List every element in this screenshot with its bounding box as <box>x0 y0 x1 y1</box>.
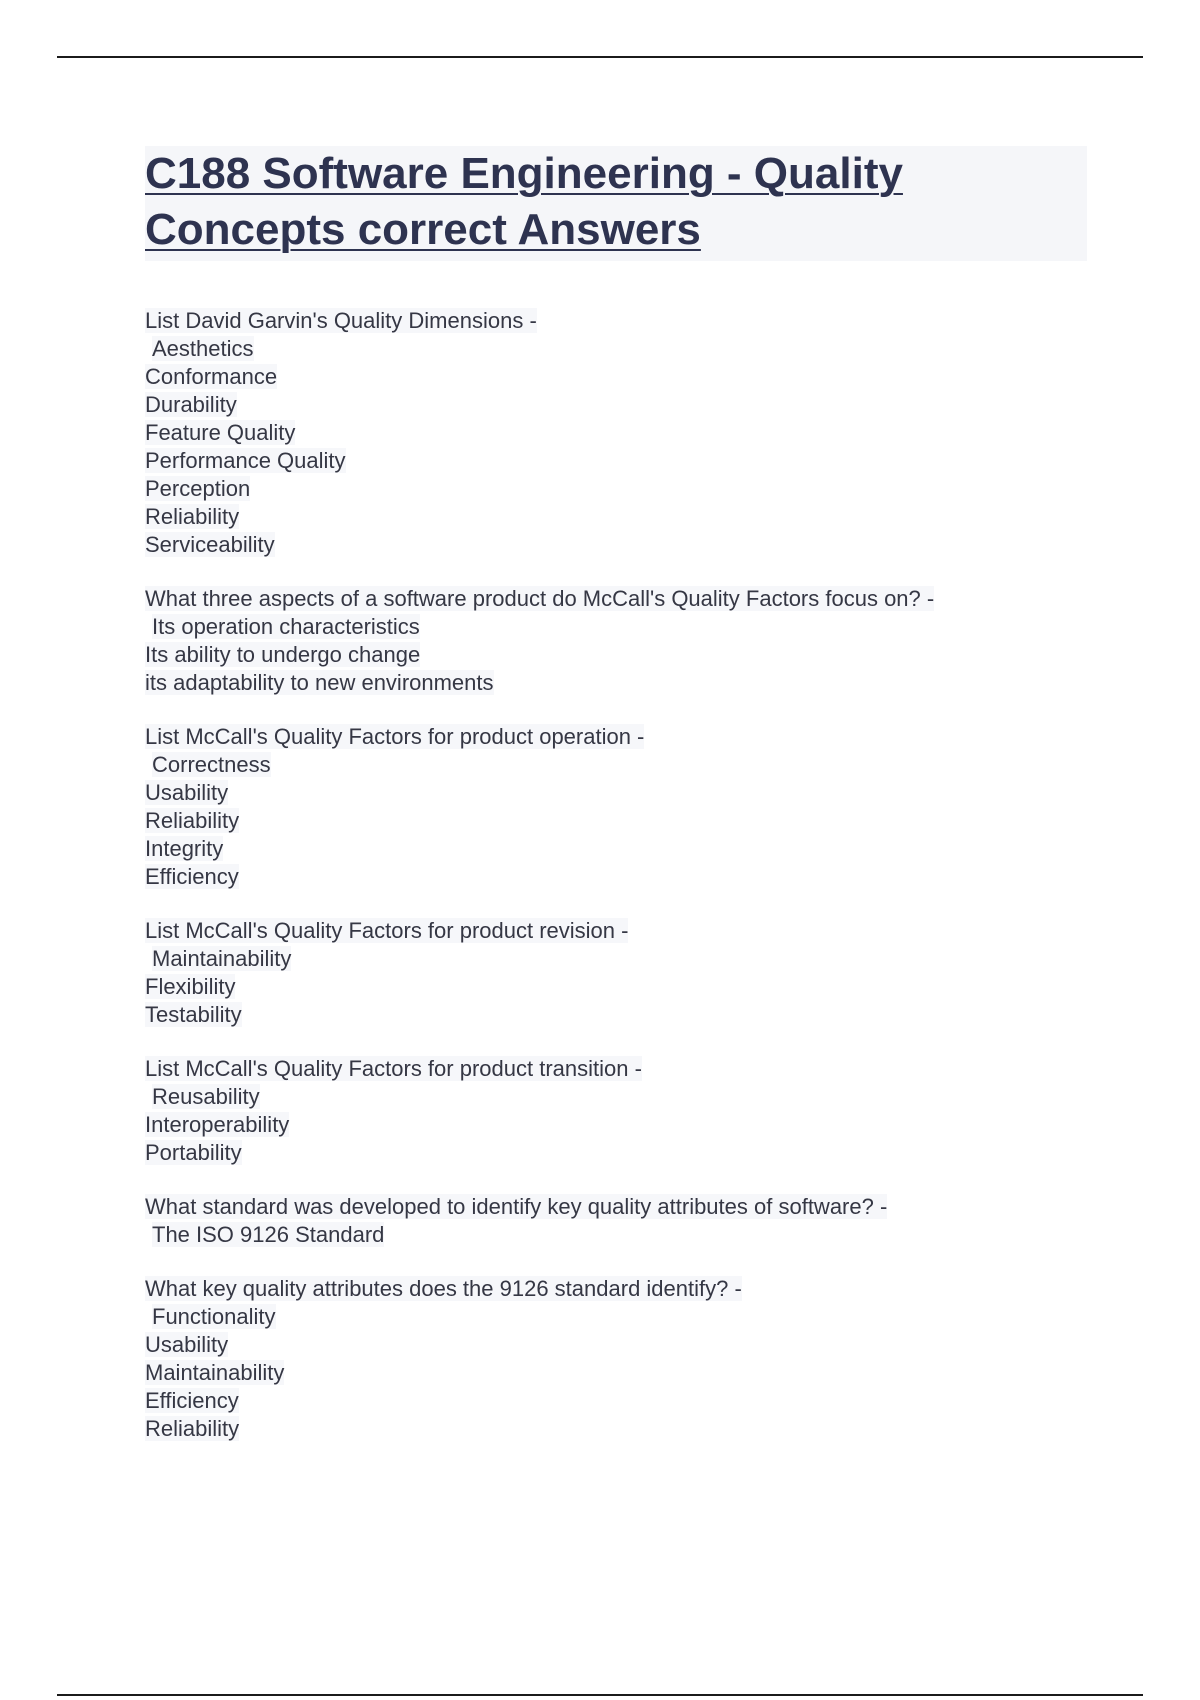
qa-item-5 <box>145 1055 1095 1167</box>
qa-item-6 <box>145 1193 1095 1249</box>
qa-item-4 <box>145 917 1095 1029</box>
answer: Integrity <box>145 836 224 861</box>
answer: Reliability <box>145 1416 240 1441</box>
answer: Performance Quality <box>145 448 346 473</box>
answer: Perception <box>145 476 251 501</box>
top-rule <box>57 56 1143 58</box>
answer: Reliability <box>145 504 240 529</box>
question: What standard was developed to identify key quality attributes of software? - <box>145 1194 888 1219</box>
qa-item-2 <box>145 585 1095 697</box>
title-block <box>145 146 1087 261</box>
answer: Efficiency <box>145 1388 239 1413</box>
question: List David Garvin's Quality Dimensions - <box>145 308 537 333</box>
answer: Testability <box>145 1002 242 1027</box>
answer: Functionality <box>152 1304 276 1329</box>
answer: Feature Quality <box>145 420 296 445</box>
answer: Conformance <box>145 364 278 389</box>
question: What key quality attributes does the 9126 standard identify? - <box>145 1276 742 1301</box>
question: What three aspects of a software product do McCall's Quality Factors focus on? - <box>145 586 935 611</box>
answer: Maintainability <box>152 946 292 971</box>
answer: Interoperability <box>145 1112 290 1137</box>
answer: Portability <box>145 1140 242 1165</box>
answer: Its operation characteristics <box>152 614 420 639</box>
answer: Maintainability <box>145 1360 285 1385</box>
answer: Flexibility <box>145 974 236 999</box>
answer: Usability <box>145 1332 229 1357</box>
answer: Aesthetics <box>152 336 254 361</box>
qa-list <box>145 307 1095 1469</box>
answer: Usability <box>145 780 229 805</box>
question: List McCall's Quality Factors for product revision - <box>145 918 629 943</box>
qa-item-1 <box>145 307 1095 559</box>
page-title: C188 Software Engineering - Quality Concepts correct Answers <box>145 149 903 254</box>
answer: its adaptability to new environments <box>145 670 494 695</box>
question: List McCall's Quality Factors for product operation - <box>145 724 645 749</box>
qa-item-7 <box>145 1275 1095 1443</box>
answer: Reliability <box>145 808 240 833</box>
answer: Correctness <box>152 752 271 777</box>
answer: Durability <box>145 392 237 417</box>
answer: Reusability <box>152 1084 260 1109</box>
answer: Serviceability <box>145 532 275 557</box>
bottom-rule <box>57 1694 1143 1696</box>
answer: Efficiency <box>145 864 239 889</box>
answer: The ISO 9126 Standard <box>152 1222 385 1247</box>
qa-item-3 <box>145 723 1095 891</box>
question: List McCall's Quality Factors for product transition - <box>145 1056 642 1081</box>
answer: Its ability to undergo change <box>145 642 421 667</box>
